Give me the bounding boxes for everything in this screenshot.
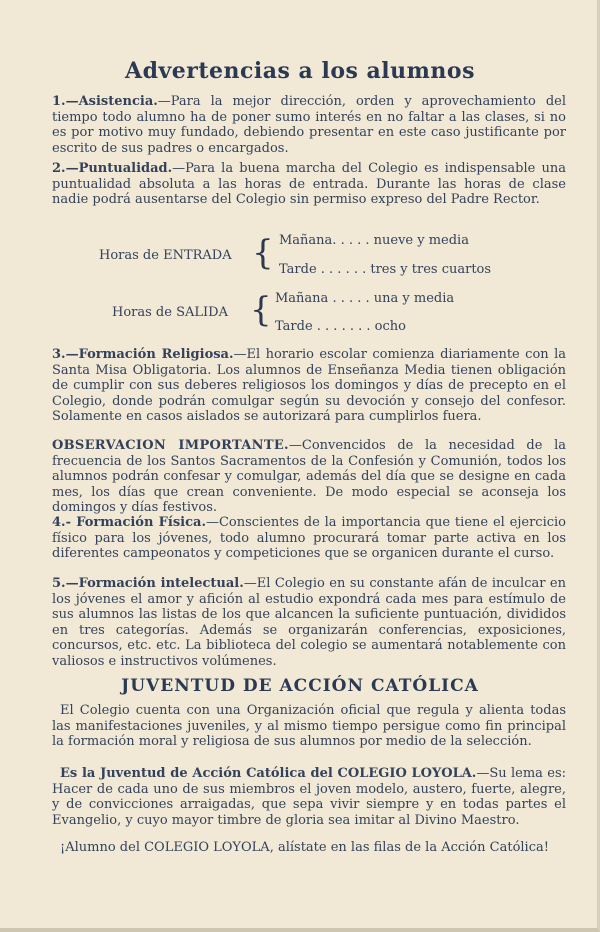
juventud-text-1: El Colegio cuenta con una Organización oficial que regula y alienta todas las manifestaciones juveniles, y al mismo tiempo persigue como fin principal la formación moral y religiosa de sus alumnos por medio de la selección. (52, 703, 566, 749)
paragraph-puntualidad (52, 161, 566, 208)
entrada-manana: Mañana. . . . . nueve y media (279, 233, 469, 248)
paragraph-religiosa (52, 347, 566, 425)
fisica-heading: 4.- Formación Física. (52, 515, 206, 530)
paragraph-fisica (52, 515, 566, 562)
paragraph-juventud-1 (52, 703, 566, 750)
salida-label: Horas de SALIDA (112, 305, 228, 320)
juventud-heading-2: Es la Juventud de Acción Católica del COLEGIO LOYOLA. (60, 766, 477, 781)
paragraph-asistencia (52, 94, 566, 156)
asistencia-text: —Para la mejor dirección, orden y aprovechamiento del tiempo todo alumno ha de poner sumo interés en no faltar a las clases, si no es por motivo muy fundado, debiendo presentar en este caso justificante por escrito de sus padres o encargados. (52, 94, 566, 156)
paragraph-juventud-3 (52, 840, 566, 856)
puntualidad-text: —Para la buena marcha del Colegio es indispensable una puntualidad absoluta a las horas de entrada. Durante las horas de clase nadie podrá ausentarse del Colegio sin permiso expreso del Padre Rector. (52, 161, 566, 207)
intelectual-heading: 5.—Formación intelectual. (52, 576, 244, 591)
salida-brace: { (250, 290, 272, 330)
salida-tarde: Tarde . . . . . . . ocho (275, 319, 406, 334)
section-subtitle: JUVENTUD DE ACCIÓN CATÓLICA (121, 676, 479, 696)
puntualidad-heading: 2.—Puntualidad. (52, 161, 173, 176)
asistencia-heading: 1.—Asistencia. (52, 94, 158, 109)
paragraph-juventud-2 (52, 766, 566, 828)
observacion-text: —Convencidos de la necesidad de la frecuencia de los Santos Sacramentos de la Confesión y Comunión, todos los alumnos podrán confesar y comulgar, además del día que se designe en cada mes, los días que crean conveniente. De modo especial se aconseja los domingos y días festivos. (52, 438, 566, 515)
entrada-brace: { (252, 233, 274, 273)
fisica-text: —Conscientes de la importancia que tiene el ejercicio físico para los jóvenes, todo alumno procurará tomar parte activa en los diferentes campeonatos y competiciones que se organicen durante el curso. (52, 515, 566, 561)
juventud-text-2: —Su lema es: Hacer de cada uno de sus miembros el joven modelo, austero, fuerte, alegre, y de convicciones arraigadas, que sepa vivir siempre y en todas partes el Evangelio, y cuyo mayor timbre de gloria sea imitar al Divino Maestro. (52, 766, 567, 828)
salida-manana: Mañana . . . . . una y media (275, 291, 455, 306)
observacion-heading: OBSERVACION IMPORTANTE. (52, 438, 289, 453)
entrada-label: Horas de ENTRADA (99, 248, 232, 263)
page-title: Advertencias a los alumnos (125, 58, 475, 84)
paragraph-observacion (52, 438, 566, 516)
entrada-tarde: Tarde . . . . . . tres y tres cuartos (279, 262, 492, 277)
intelectual-text: —El Colegio en su constante afán de inculcar en los jóvenes el amor y afición al estudio expondrá cada mes para estímulo de sus alumnos las listas de los que alcancen la suficiente puntuación, divididos en tres categorías. Además se organizarán conferencias, exposiciones, concursos, etc. etc. La biblioteca del colegio se aumentará notablemente con valiosos e instructivos volúmenes. (52, 576, 566, 669)
paragraph-intelectual (52, 576, 566, 669)
religiosa-text: —El horario escolar comienza diariamente con la Santa Misa Obligatoria. Los alumnos de Enseñanza Media tienen obligación de cumplir con sus deberes religiosos los domingos y días de precepto en el Colegio, donde podrán comulgar según su devoción y consejo del confesor. Solamente en casos aislados se autorizará para cumplirlos fuera. (52, 347, 566, 424)
juventud-text-3: ¡Alumno del COLEGIO LOYOLA, alístate en las filas de la Acción Católica! (60, 840, 549, 855)
religiosa-heading: 3.—Formación Religiosa. (52, 347, 234, 362)
